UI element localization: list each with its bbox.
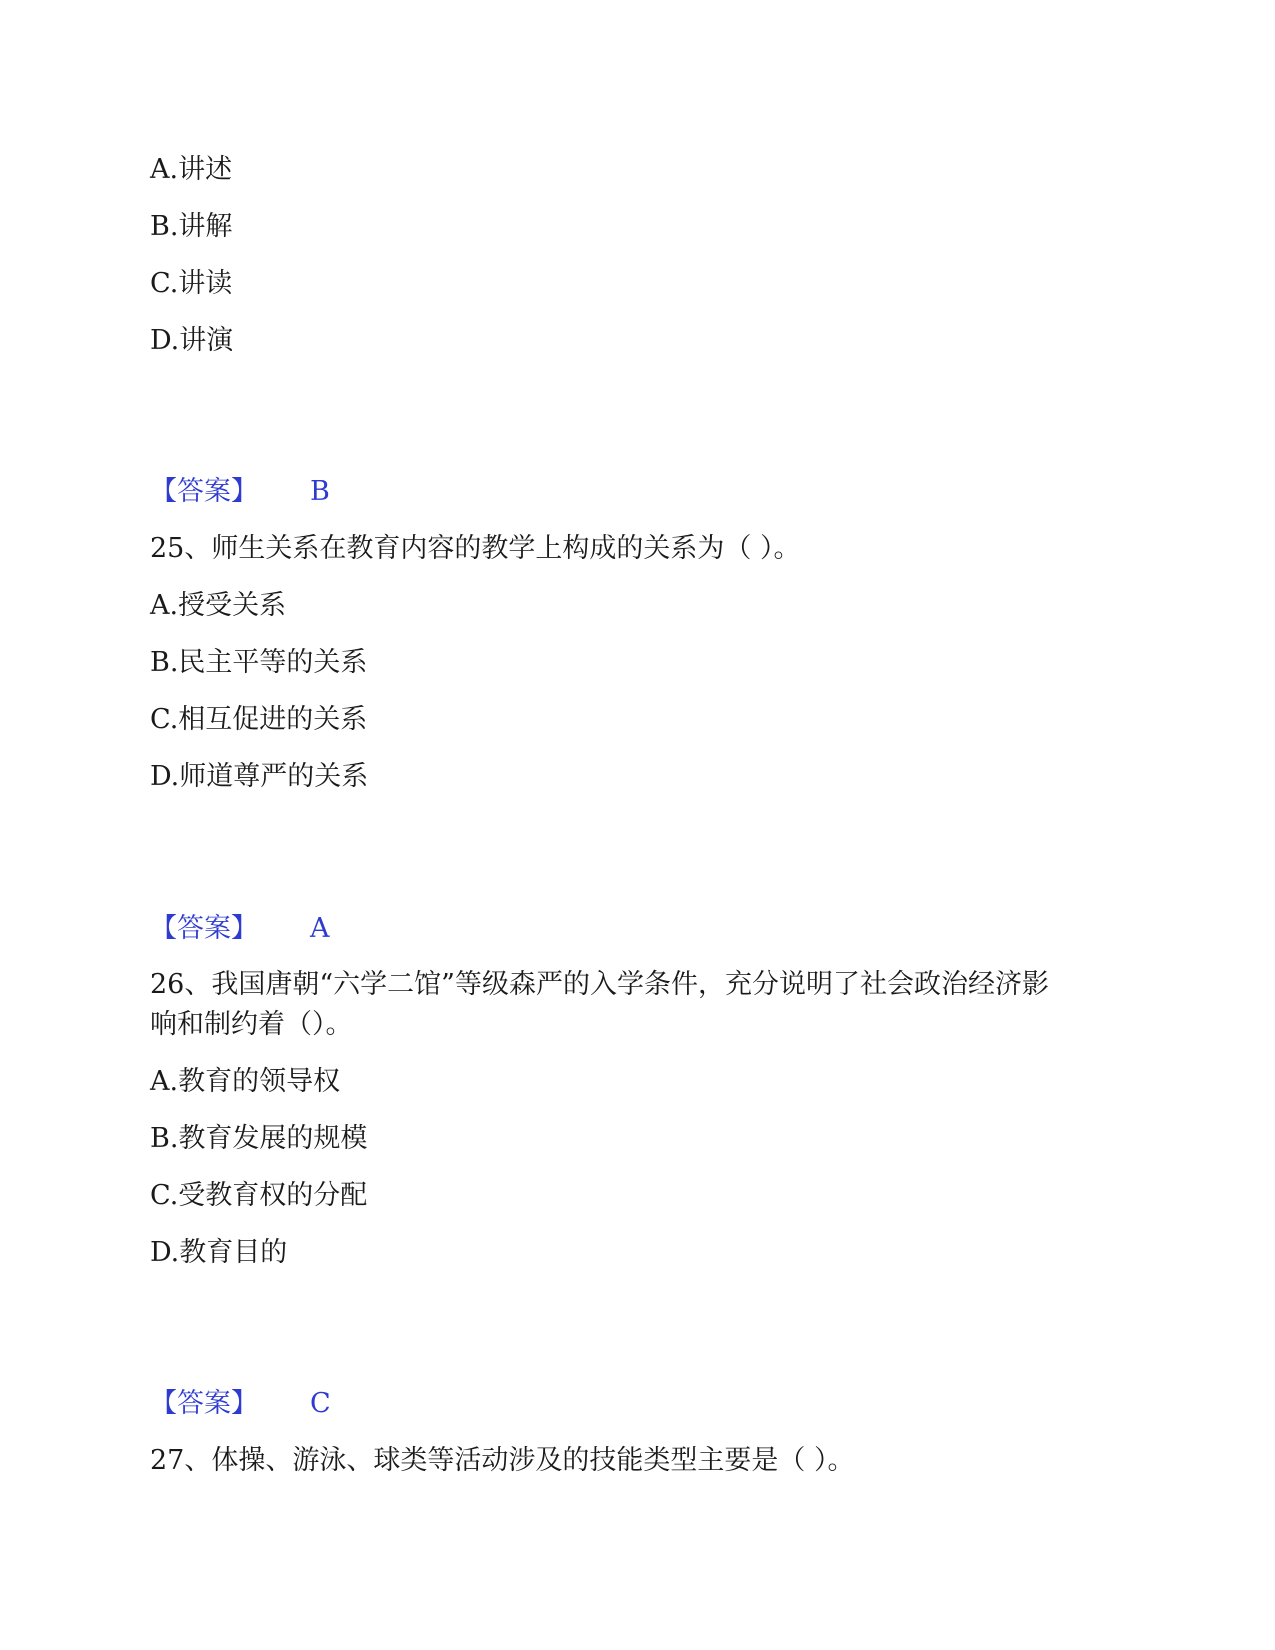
q24-option-a: A.讲述 <box>150 154 233 185</box>
answer-label: 【答案】 <box>150 476 258 507</box>
q26-answer <box>150 1386 331 1422</box>
answer-value: C <box>310 1388 331 1419</box>
q26-option-c: C.受教育权的分配 <box>150 1180 368 1211</box>
q25-option-d: D.师道尊严的关系 <box>150 761 369 792</box>
answer-value: A <box>310 913 330 944</box>
answer-value: B <box>310 476 330 507</box>
answer-label: 【答案】 <box>150 1388 258 1419</box>
q26-option-d: D.教育目的 <box>150 1237 288 1268</box>
q26-question-line2: 响和制约着（）。 <box>150 1009 353 1040</box>
answer-label: 【答案】 <box>150 913 258 944</box>
q24-option-c: C.讲读 <box>150 268 233 299</box>
q25-option-b: B.民主平等的关系 <box>150 647 368 678</box>
q24-option-b: B.讲解 <box>150 211 233 242</box>
q26-question-line1: 26、我国唐朝“六学二馆”等级森严的入学条件，充分说明了社会政治经济影 <box>150 969 1049 1000</box>
q27-question: 27、体操、游泳、球类等活动涉及的技能类型主要是（ ）。 <box>150 1445 855 1476</box>
q24-option-d: D.讲演 <box>150 325 234 356</box>
q24-answer <box>150 474 330 510</box>
q25-question: 25、师生关系在教育内容的教学上构成的关系为（ ）。 <box>150 533 801 564</box>
q26-option-a: A.教育的领导权 <box>150 1066 341 1097</box>
q25-option-a: A.授受关系 <box>150 590 287 621</box>
q25-answer <box>150 911 330 947</box>
q25-option-c: C.相互促进的关系 <box>150 704 368 735</box>
q26-option-b: B.教育发展的规模 <box>150 1123 368 1154</box>
